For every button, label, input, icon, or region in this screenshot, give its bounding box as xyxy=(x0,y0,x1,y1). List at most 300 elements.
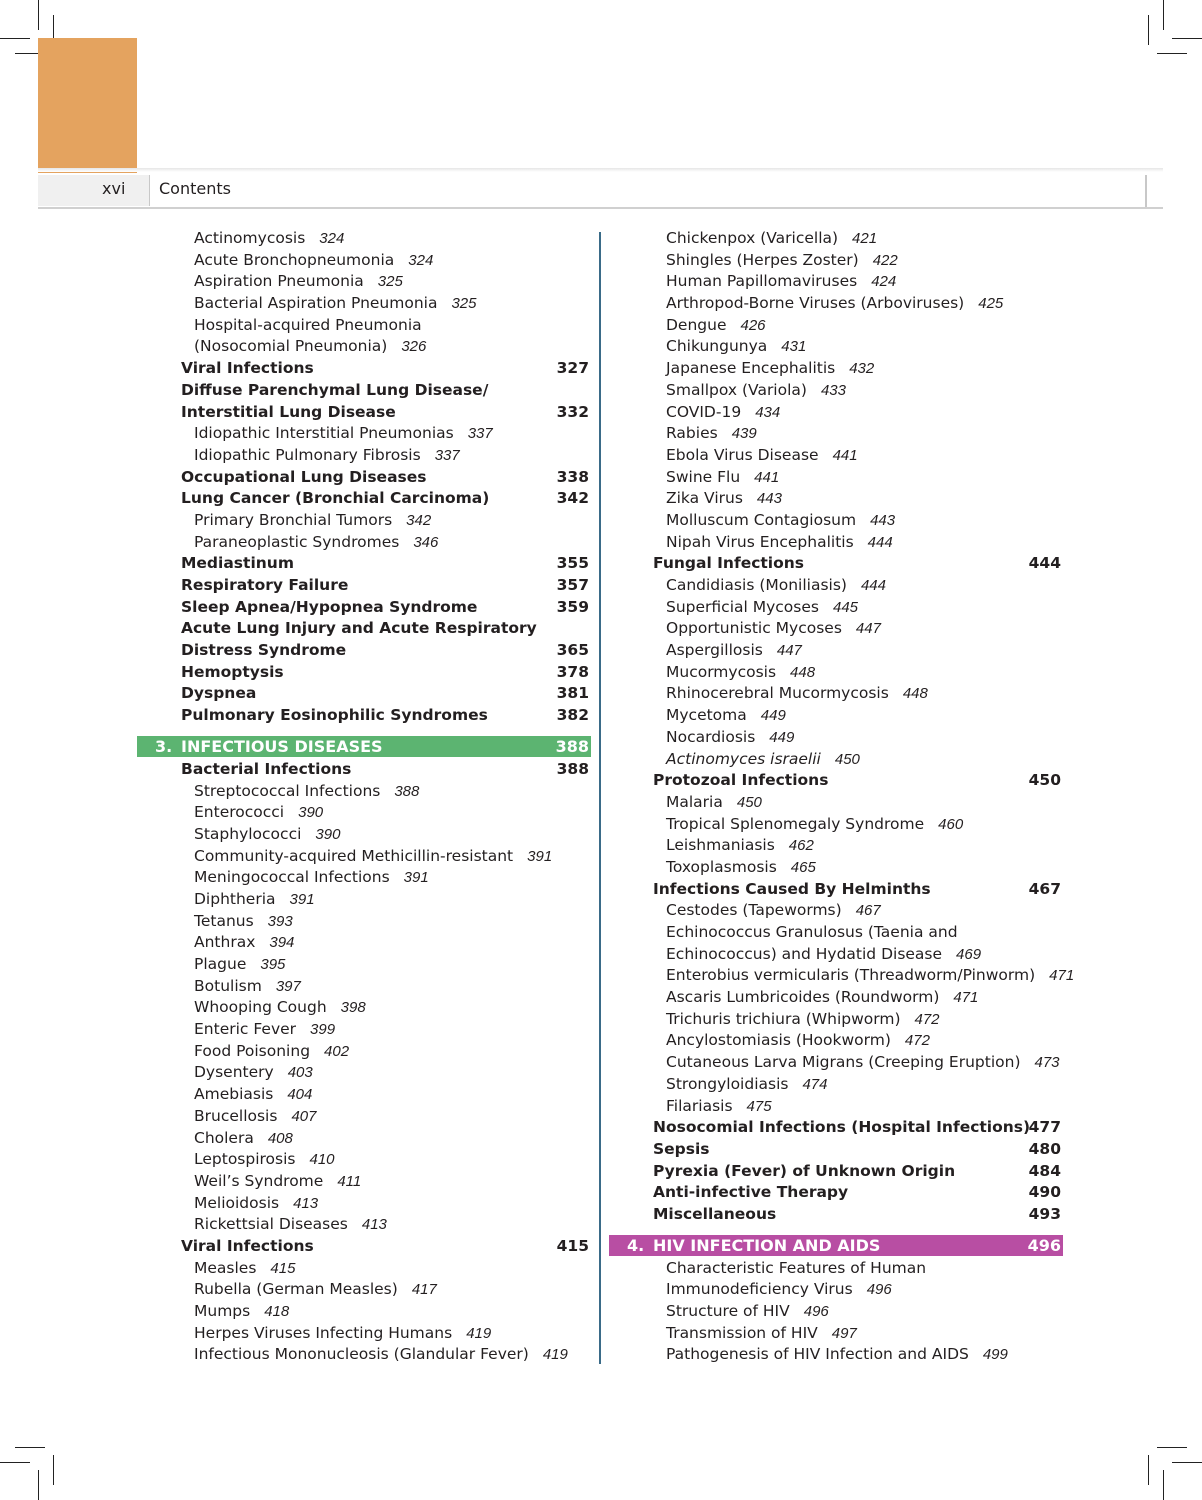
chapter-page: 496 xyxy=(1027,1235,1061,1255)
entry-page-number: 399 xyxy=(310,1021,336,1039)
entry-title: Characteristic Features of Human xyxy=(666,1258,927,1277)
toc-entry[interactable] xyxy=(653,597,1063,619)
entry-title: Actinomyces israelii xyxy=(666,749,821,768)
crop-mark xyxy=(38,0,39,30)
entry-page-number: 397 xyxy=(275,977,301,995)
crop-mark xyxy=(1148,15,1149,45)
toc-entry[interactable] xyxy=(653,1344,1063,1366)
entry-title: Ebola Virus Disease xyxy=(666,445,819,464)
entry-title: Chikungunya xyxy=(666,337,768,356)
toc-entry[interactable] xyxy=(653,467,1063,489)
entry-title: Fungal Infections xyxy=(653,554,805,573)
toc-entry[interactable] xyxy=(181,997,591,1019)
crop-mark xyxy=(15,1447,45,1448)
entry-title: (Nosocomial Pneumonia) xyxy=(194,337,388,356)
toc-entry[interactable] xyxy=(181,932,591,954)
toc-entry[interactable] xyxy=(653,293,1063,315)
entry-title: Hemoptysis xyxy=(181,662,284,681)
entry-title: Rhinocerebral Mucormycosis xyxy=(666,684,889,703)
entry-page-number: 443 xyxy=(870,511,896,529)
toc-entry[interactable] xyxy=(181,1128,591,1150)
entry-page-number: 355 xyxy=(556,554,589,573)
toc-entry[interactable] xyxy=(181,824,591,846)
toc-entry[interactable] xyxy=(653,814,1063,836)
entry-page-number: 445 xyxy=(832,598,859,616)
entry-title: Idiopathic Pulmonary Fibrosis xyxy=(194,445,421,464)
entry-title: Chickenpox (Varicella) xyxy=(666,229,839,247)
entry-title: Strongyloidiasis xyxy=(666,1074,789,1093)
entry-title: Zika Virus xyxy=(666,489,743,508)
toc-entry[interactable] xyxy=(181,1279,591,1301)
entry-page-number: 365 xyxy=(556,641,589,660)
entry-page-number: 326 xyxy=(401,338,427,356)
entry-title: Bacterial Infections xyxy=(181,759,352,778)
entry-page-number: 434 xyxy=(755,403,781,421)
entry-title: Viral Infections xyxy=(181,359,314,378)
entry-page-number: 441 xyxy=(832,446,858,464)
toc-entry[interactable] xyxy=(653,965,1075,987)
entry-title: Anthrax xyxy=(194,933,256,952)
toc-entry[interactable] xyxy=(181,846,591,868)
toc-section-entry[interactable] xyxy=(181,488,591,510)
toc-entry[interactable] xyxy=(653,510,1063,532)
toc-entry[interactable] xyxy=(653,380,1063,402)
entry-page-number: 338 xyxy=(556,467,589,486)
entry-title: Sepsis xyxy=(653,1139,710,1158)
entry-title: Swine Flu xyxy=(666,467,741,486)
toc-entry[interactable] xyxy=(653,944,1063,966)
chapter-page: 388 xyxy=(555,736,589,756)
entry-page-number: 460 xyxy=(938,815,964,833)
toc-section-entry[interactable] xyxy=(181,662,591,684)
entry-title: Diffuse Parenchymal Lung Disease/ xyxy=(181,380,489,399)
entry-page-number: 337 xyxy=(467,425,493,443)
entry-page-number: 413 xyxy=(293,1194,319,1212)
entry-title: Cestodes (Tapeworms) xyxy=(666,901,842,920)
toc-entry[interactable] xyxy=(653,900,1063,922)
entry-title: Respiratory Failure xyxy=(181,576,349,594)
toc-entry[interactable] xyxy=(653,1096,1063,1118)
entry-title: Immunodeficiency Virus xyxy=(666,1280,853,1299)
chapter-heading[interactable] xyxy=(137,736,591,757)
entry-title: Trichuris trichiura (Whipworm) xyxy=(666,1009,901,1028)
entry-title: Herpes Viruses Infecting Humans xyxy=(194,1323,453,1342)
entry-page-number: 450 xyxy=(1028,771,1061,790)
entry-title: Diphtheria xyxy=(194,889,276,908)
toc-entry[interactable] xyxy=(181,781,591,803)
toc-entry[interactable] xyxy=(181,250,591,272)
toc-entry[interactable] xyxy=(181,271,591,293)
entry-title: Structure of HIV xyxy=(666,1302,790,1320)
entry-title: Streptococcal Infections xyxy=(194,781,381,800)
toc-entry[interactable] xyxy=(181,976,591,998)
entry-page-number: 395 xyxy=(260,956,286,973)
entry-title: Bacterial Aspiration Pneumonia xyxy=(194,294,438,313)
toc-entry[interactable] xyxy=(653,683,1063,705)
toc-entry[interactable] xyxy=(181,1084,591,1106)
toc-section-entry[interactable] xyxy=(181,402,591,424)
chapter-number: 3. xyxy=(155,736,173,756)
toc-section-entry[interactable] xyxy=(181,358,591,380)
toc-entry[interactable] xyxy=(653,1009,1063,1031)
entry-page-number: 484 xyxy=(1028,1161,1061,1180)
toc-entry[interactable] xyxy=(653,575,1063,597)
crop-mark xyxy=(38,1470,39,1500)
entry-page-number: 474 xyxy=(802,1075,828,1093)
entry-title: Sleep Apnea/Hypopnea Syndrome xyxy=(181,597,478,616)
toc-section-entry[interactable] xyxy=(653,1139,1063,1161)
entries-after xyxy=(653,1258,1063,1366)
toc-entry[interactable] xyxy=(181,510,591,532)
header-end-rule xyxy=(1145,175,1147,207)
entry-page-number: 471 xyxy=(1049,967,1075,985)
entry-title: Mumps xyxy=(194,1302,251,1320)
entries-before xyxy=(181,228,591,727)
chapter-heading[interactable] xyxy=(609,1235,1063,1256)
toc-entry[interactable] xyxy=(653,1052,1063,1074)
column-divider xyxy=(599,232,601,1364)
entry-page-number: 473 xyxy=(1034,1054,1060,1072)
entry-page-number: 407 xyxy=(291,1107,317,1125)
toc-entry[interactable] xyxy=(181,1214,591,1236)
toc-entry[interactable] xyxy=(181,889,591,911)
toc-section-entry[interactable] xyxy=(181,553,591,575)
entry-page-number: 332 xyxy=(556,402,589,421)
entry-page-number: 496 xyxy=(803,1303,829,1320)
toc-entry[interactable] xyxy=(181,532,591,554)
entry-page-number: 467 xyxy=(855,902,881,920)
entry-title: Rabies xyxy=(666,424,718,443)
entry-title: Filariasis xyxy=(666,1096,733,1115)
entry-page-number: 426 xyxy=(740,316,766,334)
toc-entry[interactable] xyxy=(653,727,1063,749)
toc-entry[interactable] xyxy=(653,1258,1063,1280)
entry-page-number: 382 xyxy=(556,706,589,725)
entry-page-number: 388 xyxy=(394,782,420,800)
toc-section-entry[interactable] xyxy=(653,1161,1063,1183)
toc-section-entry[interactable] xyxy=(181,597,591,619)
entry-title: Pulmonary Eosinophilic Syndromes xyxy=(181,706,488,725)
entry-title: Mediastinum xyxy=(181,554,294,573)
entry-page-number: 357 xyxy=(556,576,589,594)
toc-entry[interactable] xyxy=(653,271,1063,293)
toc-section-entry[interactable] xyxy=(653,1182,1063,1204)
toc-entry[interactable] xyxy=(181,1301,591,1323)
entry-page-number: 324 xyxy=(408,251,434,269)
toc-entry[interactable] xyxy=(181,336,591,358)
toc-entry[interactable] xyxy=(653,532,1063,554)
entry-title: Ascaris Lumbricoides (Roundworm) xyxy=(666,988,940,1007)
toc-section-entry[interactable] xyxy=(181,575,591,597)
toc-entry[interactable] xyxy=(653,662,1063,684)
chapter-title: HIV INFECTION AND AIDS xyxy=(653,1235,881,1255)
entry-title: Human Papillomaviruses xyxy=(666,272,858,291)
entry-page-number: 421 xyxy=(852,230,878,247)
entry-page-number: 327 xyxy=(556,359,589,378)
entry-title: Interstitial Lung Disease xyxy=(181,402,396,421)
crop-mark xyxy=(1172,38,1202,39)
toc-section-entry[interactable] xyxy=(181,618,591,640)
entry-page-number: 444 xyxy=(867,533,893,551)
entry-title: Dyspnea xyxy=(181,684,257,703)
entry-title: Leishmaniasis xyxy=(666,836,775,855)
entry-page-number: 490 xyxy=(1028,1183,1061,1202)
entry-page-number: 462 xyxy=(788,837,814,855)
toc-section-entry[interactable] xyxy=(653,770,1063,792)
crop-mark xyxy=(1163,0,1164,30)
entry-title: Toxoplasmosis xyxy=(666,857,777,876)
entry-title: Smallpox (Variola) xyxy=(666,380,807,399)
entry-title: Molluscum Contagiosum xyxy=(666,510,857,529)
page-number: xvi xyxy=(102,179,126,198)
entry-title: Dysentery xyxy=(194,1063,274,1082)
contents-column-right xyxy=(627,228,1075,1366)
entry-title: Pyrexia (Fever) of Unknown Origin xyxy=(653,1161,956,1180)
entry-title: Enterobius vermicularis (Threadworm/Pinworm) xyxy=(666,966,1036,985)
entry-title: Miscellaneous xyxy=(653,1204,777,1223)
entry-page-number: 378 xyxy=(556,662,589,681)
toc-entry[interactable] xyxy=(653,250,1063,272)
toc-entry[interactable] xyxy=(653,423,1063,445)
entry-title: Distress Syndrome xyxy=(181,641,347,660)
entry-page-number: 480 xyxy=(1028,1139,1061,1158)
entry-page-number: 325 xyxy=(377,273,403,291)
entry-title: Plague xyxy=(194,955,247,973)
entry-page-number: 422 xyxy=(872,251,898,269)
entry-title: Transmission of HIV xyxy=(666,1323,818,1342)
entry-title: Melioidosis xyxy=(194,1193,280,1212)
toc-entry[interactable] xyxy=(653,1074,1063,1096)
entry-page-number: 381 xyxy=(556,684,589,703)
toc-entry[interactable] xyxy=(181,1258,591,1280)
toc-entry[interactable] xyxy=(653,792,1063,814)
entry-page-number: 398 xyxy=(340,999,366,1017)
chapter-title: INFECTIOUS DISEASES xyxy=(181,736,383,756)
entry-page-number: 388 xyxy=(556,759,589,778)
toc-entry[interactable] xyxy=(653,402,1063,424)
entry-page-number: 432 xyxy=(849,360,875,378)
entry-title: Measles xyxy=(194,1258,257,1277)
entry-title: Arthropod-Borne Viruses (Arboviruses) xyxy=(666,294,965,313)
entry-title: Idiopathic Interstitial Pneumonias xyxy=(194,424,454,443)
entry-page-number: 419 xyxy=(466,1324,492,1342)
entry-page-number: 439 xyxy=(731,425,757,443)
toc-entry[interactable] xyxy=(653,315,1063,337)
entry-title: Echinococcus) and Hydatid Disease xyxy=(666,944,943,963)
entry-page-number: 402 xyxy=(324,1042,350,1060)
toc-entry[interactable] xyxy=(181,423,591,445)
toc-section-entry[interactable] xyxy=(653,1117,1063,1139)
entry-title: Cholera xyxy=(194,1128,254,1147)
entry-page-number: 337 xyxy=(434,446,460,464)
entry-title: Echinococcus Granulosus (Taenia and xyxy=(666,923,958,941)
entry-title: Enteric Fever xyxy=(194,1020,297,1039)
toc-entry[interactable] xyxy=(181,1062,591,1084)
entry-page-number: 448 xyxy=(902,685,928,703)
toc-entry[interactable] xyxy=(653,228,1063,250)
entry-page-number: 450 xyxy=(736,793,762,811)
toc-entry[interactable] xyxy=(181,954,591,976)
entry-page-number: 444 xyxy=(860,577,886,594)
entry-title: Malaria xyxy=(666,792,723,811)
entry-title: Tetanus xyxy=(194,911,254,930)
entry-page-number: 443 xyxy=(756,490,782,508)
toc-entry[interactable] xyxy=(653,445,1063,467)
entry-title: Superficial Mycoses xyxy=(666,597,819,616)
entry-page-number: 493 xyxy=(1028,1204,1061,1223)
entry-title: Rubella (German Measles) xyxy=(194,1280,398,1299)
crop-mark xyxy=(1163,1470,1164,1500)
entry-page-number: 391 xyxy=(289,890,315,908)
entry-page-number: 415 xyxy=(556,1236,589,1255)
toc-entry[interactable] xyxy=(653,1323,1063,1345)
entry-title: Dengue xyxy=(666,315,727,334)
toc-entry[interactable] xyxy=(653,705,1063,727)
toc-entry[interactable] xyxy=(653,640,1063,662)
entry-page-number: 465 xyxy=(790,858,816,876)
toc-entry[interactable] xyxy=(181,315,591,337)
entry-title: Whooping Cough xyxy=(194,998,327,1017)
entry-page-number: 408 xyxy=(267,1129,293,1147)
entry-title: Paraneoplastic Syndromes xyxy=(194,532,400,551)
entry-page-number: 390 xyxy=(298,804,324,822)
toc-entry[interactable] xyxy=(181,867,591,889)
toc-entry[interactable] xyxy=(653,1301,1063,1323)
toc-section-entry[interactable] xyxy=(653,553,1063,575)
entry-page-number: 324 xyxy=(319,230,345,247)
toc-entry[interactable] xyxy=(653,336,1063,358)
entry-page-number: 497 xyxy=(831,1324,857,1342)
entry-page-number: 471 xyxy=(953,989,979,1007)
crop-mark xyxy=(1148,1455,1149,1485)
toc-entry[interactable] xyxy=(181,293,591,315)
entry-title: Staphylococci xyxy=(194,824,302,843)
entry-title: Occupational Lung Diseases xyxy=(181,467,427,486)
entry-title: Cutaneous Larva Migrans (Creeping Eruption) xyxy=(666,1053,1021,1072)
toc-section-entry[interactable] xyxy=(181,683,591,705)
toc-entry[interactable] xyxy=(653,922,1063,944)
entry-page-number: 418 xyxy=(264,1303,290,1320)
entry-page-number: 499 xyxy=(982,1346,1008,1364)
toc-section-entry[interactable] xyxy=(181,705,591,727)
entry-page-number: 411 xyxy=(337,1172,362,1190)
entry-title: Acute Lung Injury and Acute Respiratory xyxy=(181,619,537,638)
entry-title: Acute Bronchopneumonia xyxy=(194,250,395,269)
entry-title: Tropical Splenomegaly Syndrome xyxy=(666,814,925,833)
toc-section-entry[interactable] xyxy=(181,759,591,781)
entry-page-number: 447 xyxy=(855,620,881,638)
entry-page-number: 403 xyxy=(287,1064,313,1082)
entry-title: Brucellosis xyxy=(194,1106,278,1125)
entry-title: Lung Cancer (Bronchial Carcinoma) xyxy=(181,489,490,508)
entry-page-number: 390 xyxy=(315,825,341,843)
entry-title: Pathogenesis of HIV Infection and AIDS xyxy=(666,1345,969,1364)
entry-page-number: 342 xyxy=(406,511,432,529)
entry-title: Rickettsial Diseases xyxy=(194,1215,348,1234)
entry-page-number: 441 xyxy=(754,468,780,486)
entry-page-number: 450 xyxy=(834,750,860,768)
toc-entry[interactable] xyxy=(653,857,1063,879)
toc-section-entry[interactable] xyxy=(653,1204,1063,1226)
entry-title: Leptospirosis xyxy=(194,1150,296,1169)
toc-entry[interactable] xyxy=(653,488,1063,510)
orange-corner-tab xyxy=(38,38,137,175)
entry-page-number: 472 xyxy=(914,1010,940,1028)
toc-section-entry[interactable] xyxy=(181,467,591,489)
toc-entry[interactable] xyxy=(653,835,1063,857)
toc-section-entry[interactable] xyxy=(181,1236,591,1258)
toc-entry[interactable] xyxy=(181,1171,591,1193)
toc-entry[interactable] xyxy=(181,1106,591,1128)
contents-column-left xyxy=(155,228,591,1366)
entry-title: Infectious Mononucleosis (Glandular Fever) xyxy=(194,1345,529,1364)
entry-page-number: 431 xyxy=(781,338,807,356)
entry-page-number: 419 xyxy=(542,1346,568,1364)
entry-title: Aspergillosis xyxy=(666,641,763,660)
toc-section-entry[interactable] xyxy=(653,879,1063,901)
toc-entry[interactable] xyxy=(181,1149,591,1171)
entry-page-number: 477 xyxy=(1028,1118,1061,1137)
crop-mark xyxy=(0,38,30,39)
toc-entry[interactable] xyxy=(181,802,591,824)
entry-title: Viral Infections xyxy=(181,1236,314,1255)
toc-entry[interactable] xyxy=(181,1344,591,1366)
entry-page-number: 449 xyxy=(769,728,795,746)
toc-entry[interactable] xyxy=(181,911,591,933)
toc-section-entry[interactable] xyxy=(181,640,591,662)
entry-title: Nosocomial Infections (Hospital Infections) xyxy=(653,1118,1031,1137)
entry-title: Amebiasis xyxy=(194,1085,274,1104)
running-header-title: Contents xyxy=(159,179,231,198)
entry-page-number: 433 xyxy=(820,381,846,399)
toc-entry[interactable] xyxy=(653,618,1063,640)
entry-page-number: 425 xyxy=(978,295,1004,313)
toc-entry[interactable] xyxy=(181,445,591,467)
toc-entry[interactable] xyxy=(181,1323,591,1345)
toc-entry[interactable] xyxy=(653,987,1063,1009)
entry-title: Food Poisoning xyxy=(194,1041,311,1060)
entry-page-number: 413 xyxy=(361,1216,387,1234)
toc-entry[interactable] xyxy=(653,749,1063,771)
toc-entry[interactable] xyxy=(181,1019,591,1041)
entry-title: Anti-infective Therapy xyxy=(653,1183,849,1202)
entry-title: Hospital-acquired Pneumonia xyxy=(194,315,422,334)
entry-title: Nipah Virus Encephalitis xyxy=(666,532,854,551)
toc-section-entry[interactable] xyxy=(181,380,591,402)
entry-page-number: 404 xyxy=(287,1086,313,1104)
crop-mark xyxy=(53,1455,54,1485)
entry-page-number: 444 xyxy=(1028,554,1061,573)
entries-before xyxy=(653,228,1075,1226)
entry-title: Botulism xyxy=(194,976,262,995)
entry-page-number: 449 xyxy=(760,707,786,725)
entry-title: Ancylostomiasis (Hookworm) xyxy=(666,1031,891,1050)
page-number-box xyxy=(38,175,150,206)
toc-entry[interactable] xyxy=(181,1193,591,1215)
entry-page-number: 342 xyxy=(556,489,589,508)
toc-entry[interactable] xyxy=(653,1279,1063,1301)
entry-title: Aspiration Pneumonia xyxy=(194,272,364,291)
toc-entry[interactable] xyxy=(181,228,591,250)
entry-page-number: 359 xyxy=(556,597,589,616)
entry-page-number: 410 xyxy=(309,1151,335,1169)
entry-title: Mycetoma xyxy=(666,706,747,725)
chapter-number: 4. xyxy=(627,1235,645,1255)
toc-entry[interactable] xyxy=(181,1041,591,1063)
toc-entry[interactable] xyxy=(653,358,1063,380)
toc-entry[interactable] xyxy=(653,1030,1063,1052)
entry-page-number: 346 xyxy=(413,533,439,551)
